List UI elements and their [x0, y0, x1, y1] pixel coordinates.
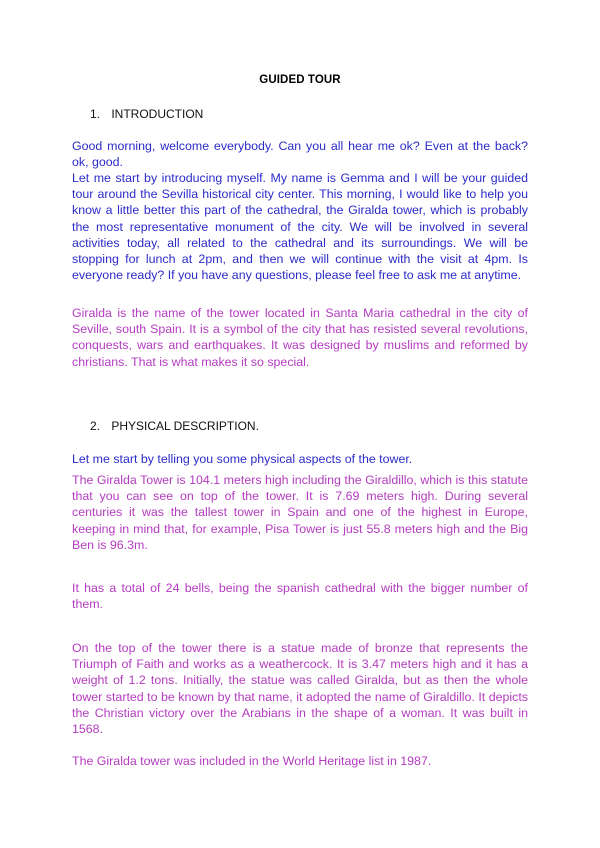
document-title: GUIDED TOUR — [259, 74, 341, 86]
bells-paragraph: It has a total of 24 bells, being the spanish cathedral with the bigger number of them. — [72, 581, 528, 612]
section-number: 1. — [90, 107, 101, 121]
statue-paragraph: On the top of the tower there is a statue made of bronze that represents the Triumph of Faith and works as a weathercock. It is 3.47 meters high and it has a weight of 1.2 tons. Initially, the statue was called Giralda, but as then the whole tower started to be known by that name, it adopted the name of Giraldillo. It depicts the Christian victory over the Arabians in the shape of a woman. It was built in 1568. — [72, 641, 528, 737]
section-number: 2. — [90, 419, 101, 433]
intro-greeting-paragraph: Good morning, welcome everybody. Can you all hear me ok? Even at the back? ok, good. — [72, 139, 528, 170]
giralda-intro-paragraph: Giralda is the name of the tower located in Santa Maria cathedral in the city of Seville, south Spain. It is a symbol of the city that has resisted several revolutions, conquests, wars and earthquakes. It was designed by muslims and reformed by christians. That is what makes it so special. — [72, 306, 528, 369]
section-heading-label: PHYSICAL DESCRIPTION. — [111, 419, 259, 433]
height-paragraph: The Giralda Tower is 104.1 meters high including the Giraldillo, which is this statute that you can see on top of the tower. It is 7.69 meters high. During several centuries it was the tallest tower in Spain and one of the highest in Europe, keeping in mind that, for example, Pisa Tower is just 55.8 meters high and the Big Ben is 96.3m. — [72, 473, 528, 552]
section-heading-introduction — [90, 106, 203, 122]
physical-lead-paragraph: Let me start by telling you some physical aspects of the tower. — [72, 452, 413, 466]
section-heading-label: INTRODUCTION — [111, 107, 204, 121]
heritage-paragraph: The Giralda tower was included in the World Heritage list in 1987. — [72, 754, 432, 768]
section-heading-physical-description — [90, 418, 259, 434]
intro-presentation-paragraph: Let me start by introducing myself. My name is Gemma and I will be your guided tour around the Sevilla historical city center. This morning, I would like to help you know a little better this part of the cathedral, the Giralda tower, which is probably the most representative monument of the city. We will be involved in several activities today, all related to the cathedral and its surroundings. We will be stopping for lunch at 2pm, and then we will continue with the visit at 4pm. Is everyone ready? If you have any questions, please feel free to ask me at anytime. — [72, 171, 528, 283]
